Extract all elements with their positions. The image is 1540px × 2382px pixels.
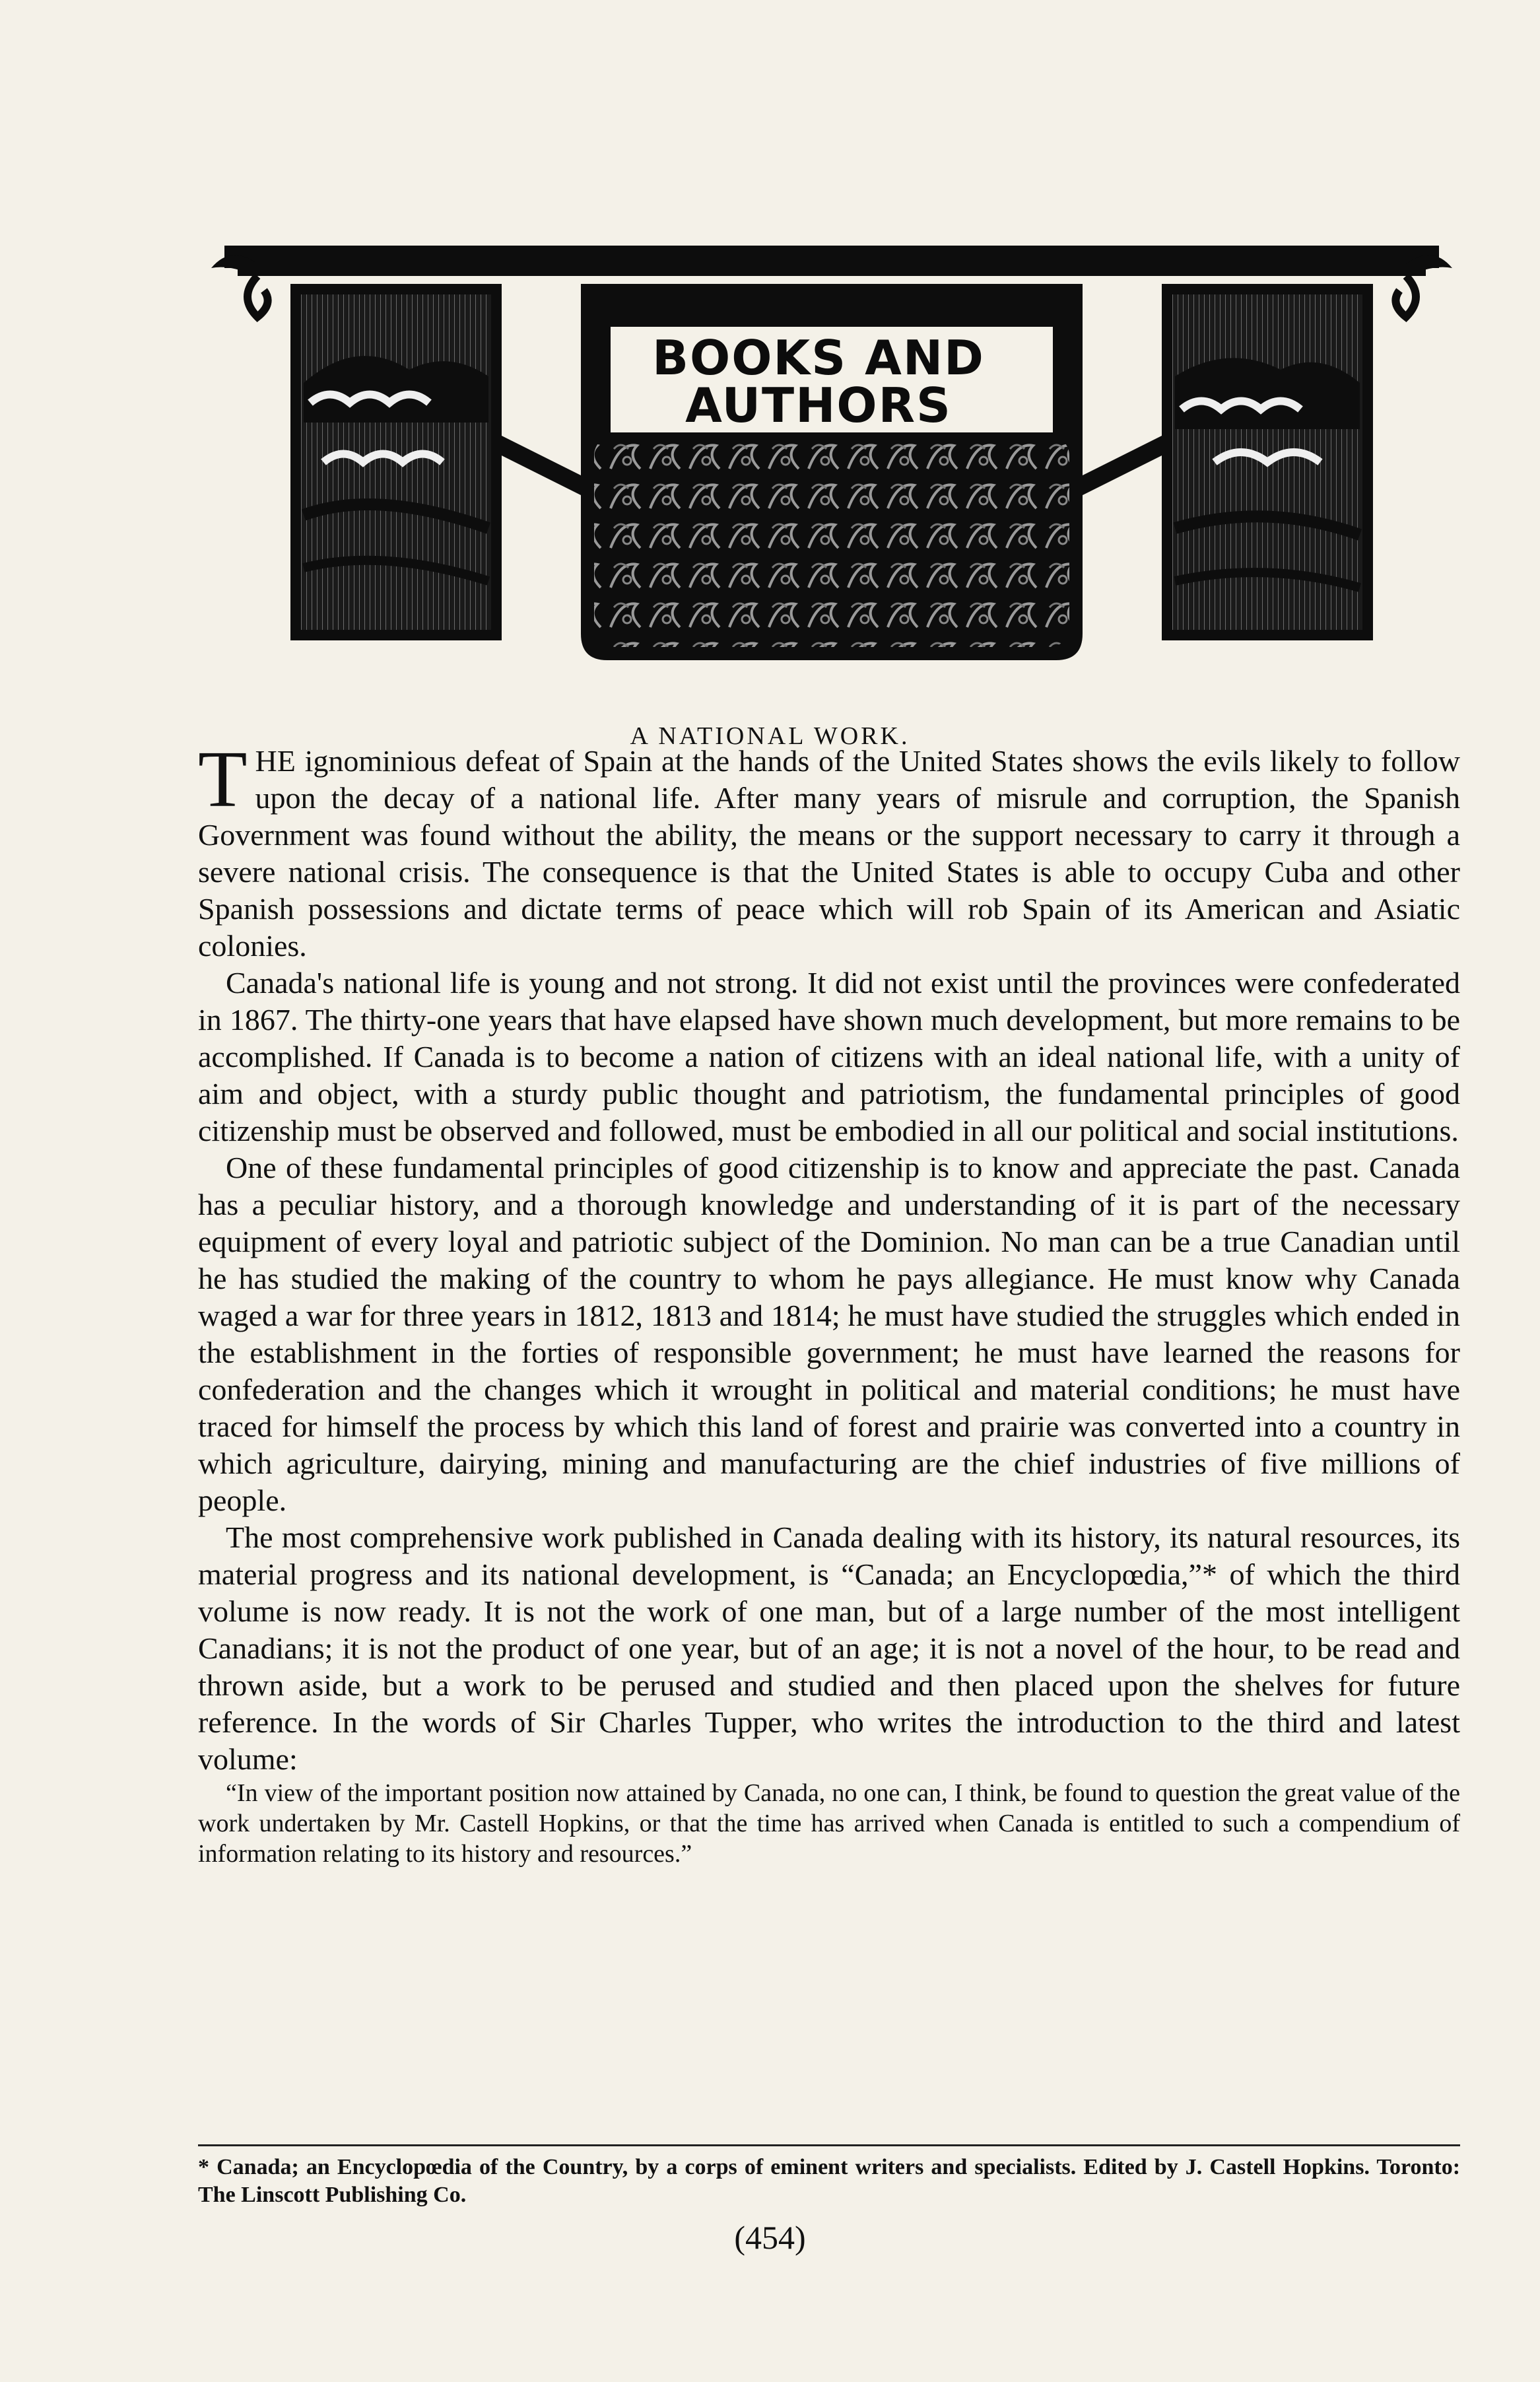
section-banner [614,330,1023,433]
paragraph-1-text: HE ignominious defeat of Spain at the hands of the United States shows the evils likely to follow upon the decay of a national life. After many years of misrule and corruption, the Spanish Government was found without the ability, the means or the support necessary to carry it through a severe national crisis. The consequence is that the United States is able to occupy Cuba and other Spanish possessions and dictate terms of peace which will rob Spain of its American and Asiatic colonies. [198,744,1460,963]
left-landscape-panel [290,284,502,640]
article-title: A NATIONAL WORK. [630,722,910,751]
footnote-mark: * [198,2155,209,2179]
footnote [198,2154,1460,2209]
page-number: (454) [734,2219,806,2256]
banner-line-2: AUTHORS [685,378,952,433]
paragraph-4: The most comprehensive work published in Canada dealing with its history, its natural resources, its material progress and its national development, is “Canada; an Encyclopœdia,”* of which the third volume is now ready. It is not the work of one man, but of a large number of the most intelligent Canadians; it is not the product of one year, but of an age; it is not a novel of the hour, to be read and thrown aside, but a work to be perused and studied and then placed upon the shelves for future reference. In the words of Sir Charles Tupper, who writes the introduction to the third and latest volume: [198,1520,1460,1776]
paragraph-3: One of these fundamental principles of good citizenship is to know and appreciate the past. Canada has a peculiar history, and a thorough knowledge and understanding of it is part of the necessary equipment of every loyal and patriotic subject of the Dominion. No man can be a true Canadian until he has studied the making of the country to whom he pays allegiance. He must know why Canada waged a war for three years in 1812, 1813 and 1814; he must have studied the struggles which ended in the establishment in the forties of responsible government; he must have learned the reasons for confederation and the changes which it wrought in political and material conditions; he must have traced for himself the process by which this land of forest and prairie was converted into a country in which agriculture, dairying, mining and manufacturing are the chief industries of five millions of people. [198,1151,1460,1517]
banner-line-1: BOOKS AND [652,330,985,386]
drop-cap: T [198,735,248,824]
ornamental-header-art [211,238,1452,667]
footnote-text: Canada; an Encyclopœdia of the Country, by a corps of eminent writers and specialists. Edited by J. Castell Hopkins. Toronto: The Linscott Publishing Co. [198,2155,1461,2207]
block-quote: “In view of the important position now attained by Canada, no one can, I think, be found to question the great value of the work undertaken by Mr. Castell Hopkins, or that the time has arrived when Canada is entitled to such a compendium of information relating to its history and resources.” [198,1779,1460,1868]
paragraph-2: Canada's national life is young and not strong. It did not exist until the provinces were confederated in 1867. The thirty-one years that have elapsed have shown much development, but more remains to be accomplished. If Canada is to become a nation of citizens with an ideal national life, with a unity of aim and object, with a sturdy public thought and patriotism, the fundamental principles of good citizenship must be observed and followed, must be embodied in all our political and social institutions. [198,966,1460,1147]
right-landscape-panel [1162,284,1373,640]
footnote-divider [198,2144,1460,2146]
